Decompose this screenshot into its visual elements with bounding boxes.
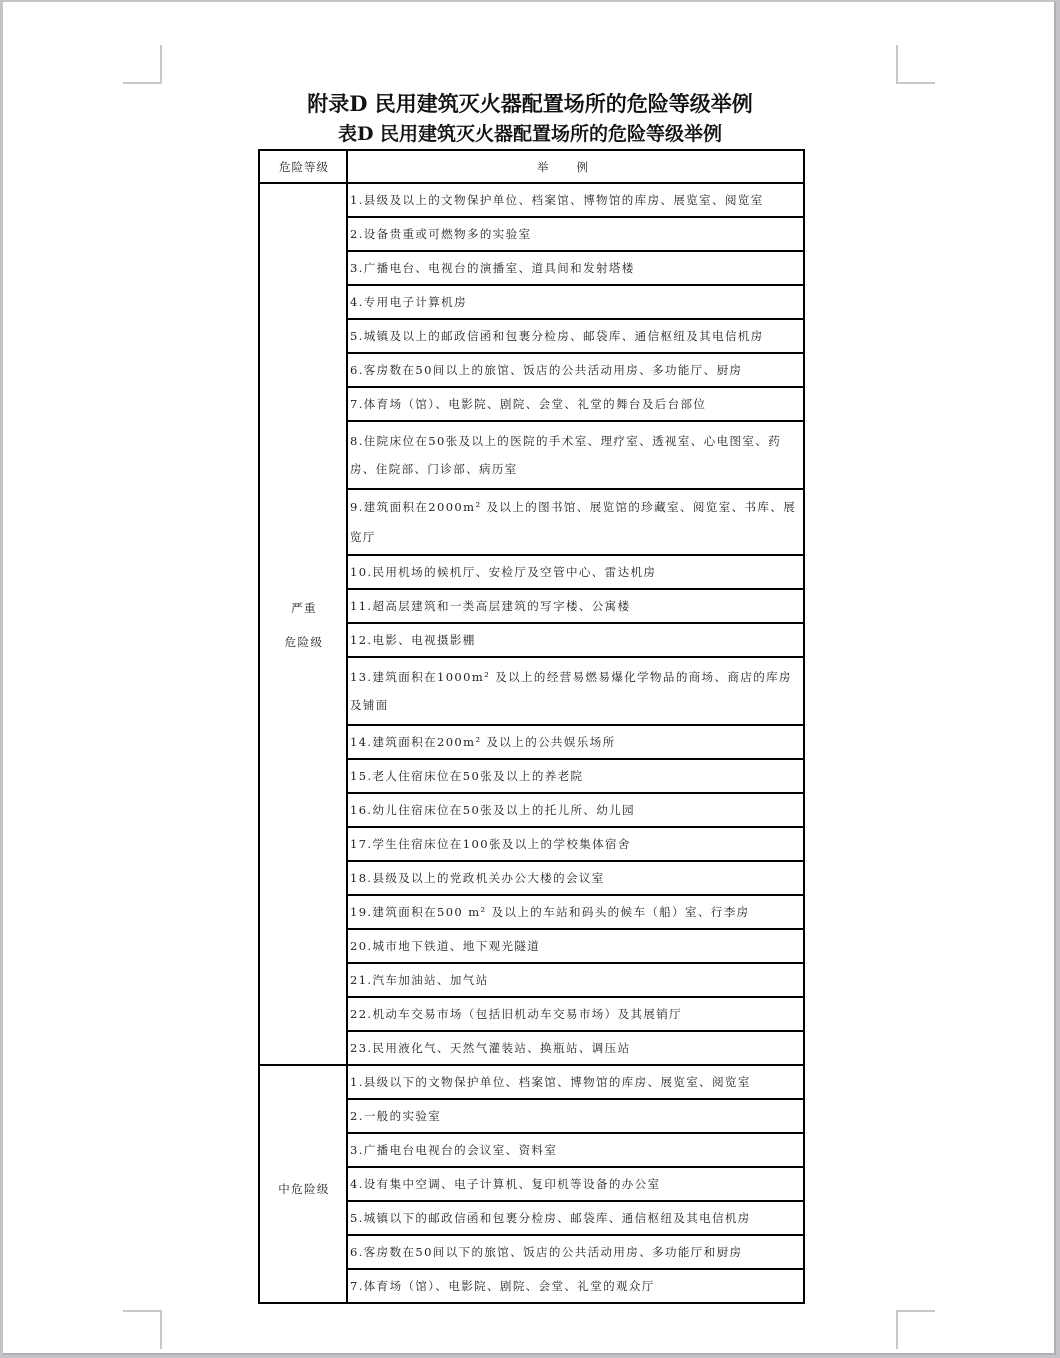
example-cell: 18.县级及以上的党政机关办公大楼的会议室 (347, 861, 804, 895)
example-cell: 5.城镇及以上的邮政信函和包裹分检房、邮袋库、通信枢纽及其电信机房 (347, 319, 804, 353)
example-cell: 5.城镇以下的邮政信函和包裹分检房、邮袋库、通信枢纽及其电信机房 (347, 1201, 804, 1235)
example-cell: 1.县级及以上的文物保护单位、档案馆、博物馆的库房、展览室、阅览室 (347, 183, 804, 217)
level-cell-severe (259, 183, 347, 1065)
example-cell: 9.建筑面积在2000m² 及以上的图书馆、展览馆的珍藏室、阅览室、书库、展览厅 (347, 489, 804, 555)
example-cell: 14.建筑面积在200m² 及以上的公共娱乐场所 (347, 725, 804, 759)
example-cell: 6.客房数在50间以上的旅馆、饭店的公共活动用房、多功能厅、厨房 (347, 353, 804, 387)
example-cell: 17.学生住宿床位在100张及以上的学校集体宿舍 (347, 827, 804, 861)
example-cell: 21.汽车加油站、加气站 (347, 963, 804, 997)
header-examples: 举例 (347, 150, 804, 183)
crop-mark-bottom-left (123, 1310, 162, 1349)
example-cell: 6.客房数在50间以下的旅馆、饭店的公共活动用房、多功能厅和厨房 (347, 1235, 804, 1269)
table-row (259, 1065, 804, 1099)
level-cell-medium (259, 1065, 347, 1303)
example-cell: 4.设有集中空调、电子计算机、复印机等设备的办公室 (347, 1167, 804, 1201)
example-cell: 8.住院床位在50张及以上的医院的手术室、理疗室、透视室、心电图室、药房、住院部、门诊部、病历室 (347, 421, 804, 489)
example-cell: 19.建筑面积在500 m² 及以上的车站和码头的候车（船）室、行李房 (347, 895, 804, 929)
example-cell: 23.民用液化气、天然气灌装站、换瓶站、调压站 (347, 1031, 804, 1065)
crop-mark-top-right (896, 45, 935, 84)
table-header-row (259, 150, 804, 183)
example-cell: 13.建筑面积在1000m² 及以上的经营易燃易爆化学物品的商场、商店的库房及铺面 (347, 657, 804, 725)
header-hazard-level: 危险等级 (259, 150, 347, 183)
example-cell: 3.广播电台、电视台的演播室、道具间和发射塔楼 (347, 251, 804, 285)
appendix-title: 附录D 民用建筑灭火器配置场所的危险等级举例 (307, 91, 753, 116)
example-cell: 12.电影、电视摄影棚 (347, 623, 804, 657)
level-severe-line2: 危险级 (284, 635, 324, 649)
example-cell: 20.城市地下铁道、地下观光隧道 (347, 929, 804, 963)
level-medium-label: 中危险级 (278, 1181, 330, 1196)
table-title: 表D 民用建筑灭火器配置场所的危险等级举例 (337, 123, 723, 145)
example-cell: 22.机动车交易市场（包括旧机动车交易市场）及其展销厅 (347, 997, 804, 1031)
example-cell: 10.民用机场的候机厅、安检厅及空管中心、雷达机房 (347, 555, 804, 589)
example-cell: 3.广播电台电视台的会议室、资料室 (347, 1133, 804, 1167)
example-cell: 11.超高层建筑和一类高层建筑的写字楼、公寓楼 (347, 589, 804, 623)
example-cell: 4.专用电子计算机房 (347, 285, 804, 319)
crop-mark-top-left (123, 45, 162, 84)
example-cell: 7.体育场（馆）、电影院、剧院、会堂、礼堂的舞台及后台部位 (347, 387, 804, 421)
example-cell: 7.体育场（馆）、电影院、剧院、会堂、礼堂的观众厅 (347, 1269, 804, 1303)
level-severe-line1: 严重 (291, 601, 317, 615)
table-row (259, 183, 804, 217)
hazard-level-table (258, 149, 805, 1304)
crop-mark-bottom-right (896, 1310, 935, 1349)
example-cell: 16.幼儿住宿床位在50张及以上的托儿所、幼儿园 (347, 793, 804, 827)
example-cell: 2.一般的实验室 (347, 1099, 804, 1133)
example-cell: 2.设备贵重或可燃物多的实验室 (347, 217, 804, 251)
example-cell: 1.县级以下的文物保护单位、档案馆、博物馆的库房、展览室、阅览室 (347, 1065, 804, 1099)
example-cell: 15.老人住宿床位在50张及以上的养老院 (347, 759, 804, 793)
